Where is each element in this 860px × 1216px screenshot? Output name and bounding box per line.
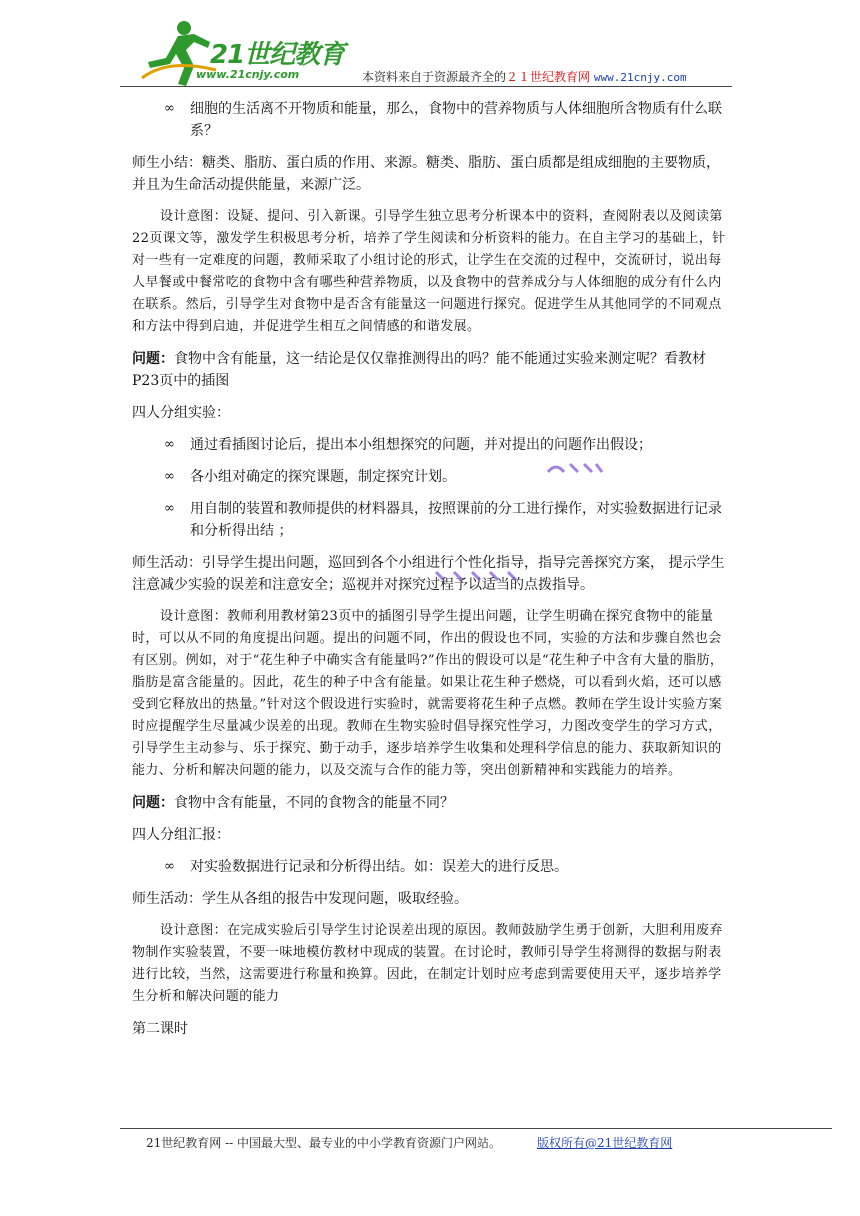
bullet-text: 各小组对确定的探究课题，制定探究计划。 [190,469,456,485]
paragraph: 师生活动：引导学生提出问题，巡回到各个小组进行个性化指导，指导完善探究方案， 提示学生注意减少实验的误差和注意安全；巡视并对探究过程予以适当的点拨指导。 [132,555,725,593]
decorative-mark [432,570,526,582]
bullet-icon: ∞ [164,101,175,116]
logo-text: 21世纪教育 [210,40,345,70]
header-source [362,68,687,85]
question-paragraph [132,792,732,814]
bullet-icon: ∞ [164,859,175,874]
design-intent-paragraph: 设计意图：在完成实验后引导学生讨论误差出现的原因。教师鼓励学生勇于创新，大胆利用废弃物制作实验装置，不要一味地模仿教材中现成的装置。在讨论时，教师引导学生将测得的数据与附表进行比较，当然，这需要进行称量和换算。因此，在制定计划时应考虑到需要使用天平，逐步培养学生分析和解决问题的能力 [132,923,723,1004]
paragraph: 第二课时 [132,1021,188,1037]
design-intent-paragraph: 设计意图：设疑、提问、引入新课。引导学生独立思考分析课本中的资料，查阅附表以及阅读第22页课文等，激发学生积极思考分析，培养了学生阅读和分析资料的能力。在自主学习的基础上，针对一些有一定难度的问题，教师采取了小组讨论的形式，让学生在交流的过程中，交流研讨，说出每人早餐或中餐常吃的食物中含有哪些种营养物质，以及食物中的营养成分与人体细胞的成分有什么内在联系。然后，引导学生对食物中是否含有能量这一问题进行探究。促进学生从其他同学的不同观点和方法中得到启迪，并促进学生相互之间情感的和谐发展。 [132,209,726,334]
design-intent-paragraph: 设计意图：教师利用教材第23页中的插图引导学生提出问题，让学生明确在探究食物中的能量时，可以从不同的角度提出问题。提出的问题不同，作出的假设也不同，实验的方法和步骤自然也会有区别。例如，对于“花生种子中确实含有能量吗?”作出的假设可以是“花生种子中含有大量的脂肪，脂肪是富含能量的。因此，花生的种子中含有能量。如果让花生种子燃烧，可以看到火焰，还可以感受到它释放出的热量。”针对这个假设进行实验时，就需要将花生种子点燃。教师在学生设计实验方案时应提醒学生尽量减少误差的出现。教师在生物实验时倡导探究性学习，力图改变学生的学习方式，引导学生主动参与、乐于探究、勤于动手，逐步培养学生收集和处理科学信息的能力、获取新知识的能力、分析和解决问题的能力，以及交流与合作的能力等，突出创新精神和实践能力的培养。 [132,609,724,778]
paragraph: 师生活动：学生从各组的报告中发现问题，吸取经验。 [132,891,468,907]
page-header [0,0,860,95]
copyright-link[interactable]: 版权所有@21世纪教育网 [537,1136,673,1150]
bullet-item [132,498,732,542]
question-label: 问题： [132,351,174,367]
footer-divider [120,1128,832,1129]
bullet-text: 通过看插图讨论后，提出本小组想探究的问题，并对提出的问题作出假设； [190,437,652,453]
page-footer [146,1134,672,1151]
bullet-icon: ∞ [164,469,175,484]
bullet-item [132,856,732,878]
bullet-item [132,434,732,456]
bullet-text: 细胞的生活离不开物质和能量，那么，食物中的营养物质与人体细胞所含物质有什么联系？ [190,101,722,139]
decorative-mark [544,462,604,474]
source-site-link[interactable]: ２１世纪教育网 [506,70,591,84]
bullet-item [132,466,732,488]
question-paragraph [132,348,732,392]
source-prefix: 本资料来自于资源最齐全的 [362,70,507,84]
source-url-link[interactable]: www.21cnjy.com [593,71,687,84]
question-label: 问题： [132,795,174,811]
bullet-icon: ∞ [164,501,175,516]
bullet-icon: ∞ [164,437,175,452]
paragraph: 师生小结：糖类、脂肪、蛋白质的作用、来源。糖类、脂肪、蛋白质都是组成细胞的主要物质，并且为生命活动提供能量，来源广泛。 [132,155,720,193]
paragraph: 四人分组实验： [132,405,230,421]
question-text: 食物中含有能量，不同的食物含的能量不同？ [174,795,454,811]
bullet-text: 对实验数据进行记录和分析得出结。如：误差大的进行反思。 [190,859,568,875]
bullet-text: 用自制的装置和教师提供的材料器具，按照课前的分工进行操作，对实验数据进行记录和分析得出结 ； [190,501,722,539]
question-text: 食物中含有能量，这一结论是仅仅靠推测得出的吗？能不能通过实验来测定呢？看教材P23页中的插图 [132,351,706,389]
logo-url[interactable]: www.21cnjy.com [196,68,300,81]
footer-text: 21世纪教育网 -- 中国最大型、最专业的中小学教育资源门户网站。 [146,1136,502,1150]
bullet-item [132,98,732,142]
paragraph: 四人分组汇报： [132,827,230,843]
header-divider [120,86,732,87]
